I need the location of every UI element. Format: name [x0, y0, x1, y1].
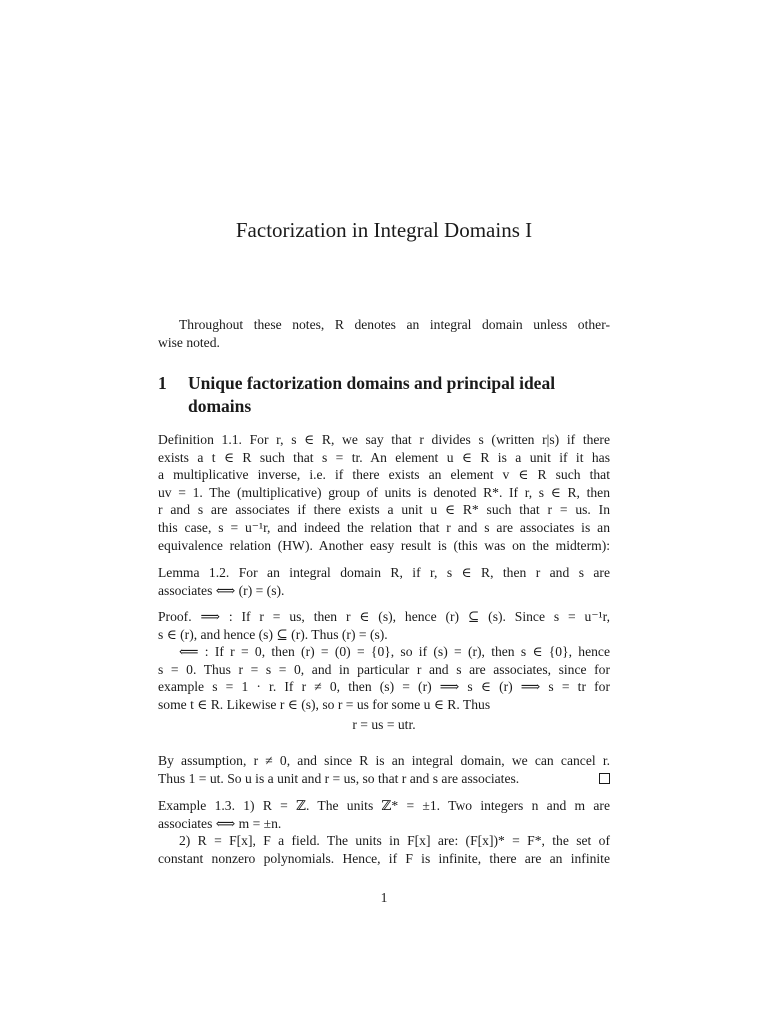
definition-line: equivalence relation (HW). Another easy result is (this was on the midterm):: [158, 537, 610, 553]
proof-line: some t ∈ R. Likewise r ∈ (s), so r = us for some u ∈ R. Thus: [158, 696, 491, 712]
example-line: 2) R = F[x], F a field. The units in F[x] are: (F[x])* = F*, the set of: [179, 833, 610, 849]
definition-line: Definition 1.1. For r, s ∈ R, we say that r divides s (written r|s) if there: [158, 432, 610, 447]
proof-line: s = 0. Thus r = s = 0, and in particular r and s are associates, since for: [158, 661, 610, 677]
lemma-line: associates ⟺ (r) = (s).: [158, 582, 285, 598]
proof-line: Thus 1 = ut. So u is a unit and r = us, so that r and s are associates.: [158, 770, 610, 788]
definition-line: exists a t ∈ R such that s = tr. An element u ∈ R is a unit if it has: [158, 449, 610, 465]
intro-line: Throughout these notes, R denotes an integral domain unless other-: [179, 317, 610, 332]
lemma-1-2: [158, 564, 610, 599]
qed-symbol: [595, 770, 610, 788]
page-number: 1: [380, 890, 388, 905]
example-1-3: [158, 797, 610, 867]
intro-paragraph: [158, 316, 610, 351]
section-title: Unique factorization domains and principal ideal domains: [188, 373, 556, 416]
proof-conclusion: [158, 752, 610, 787]
definition-line: r and s are associates if there exists a unit u ∈ R* such that r = us. In: [158, 502, 610, 518]
definition-line: uv = 1. The (multiplicative) group of units is denoted R*. If r, s ∈ R, then: [158, 484, 610, 500]
example-line: constant nonzero polynomials. Hence, if F is infinite, there are an infinite: [158, 850, 610, 866]
proof-line: example s = 1 · r. If r ≠ 0, then (s) = (r) ⟹ s ∈ (r) ⟹ s = tr for: [158, 679, 610, 695]
definition-line: a multiplicative inverse, i.e. if there exists an element v ∈ R such that: [158, 467, 610, 483]
example-line: Example 1.3. 1) R = ℤ. The units ℤ* = ±1. Two integers n and m are: [158, 798, 610, 813]
display-equation: r = us = utr.: [352, 717, 416, 732]
section-number: 1: [158, 373, 167, 393]
example-line: associates ⟺ m = ±n.: [158, 815, 282, 831]
proof-line: Proof. ⟹ : If r = us, then r ∈ (s), hence (r) ⊆ (s). Since s = u⁻¹r,: [158, 609, 610, 624]
proof: [158, 608, 610, 714]
paper-title: Factorization in Integral Domains I: [235, 218, 533, 242]
definition-line: this case, s = u⁻¹r, and indeed the relation that r and s are associates is an: [158, 519, 610, 535]
proof-line: By assumption, r ≠ 0, and since R is an integral domain, we can cancel r.: [158, 753, 610, 768]
proof-line: ⟸ : If r = 0, then (r) = (0) = {0}, so if (s) = (r), then s ∈ {0}, hence: [179, 644, 610, 660]
definition-1-1: [158, 431, 610, 554]
intro-line: wise noted.: [158, 334, 220, 350]
lemma-line: Lemma 1.2. For an integral domain R, if r, s ∈ R, then r and s are: [158, 565, 610, 580]
proof-line: s ∈ (r), and hence (s) ⊆ (r). Thus (r) = (s).: [158, 626, 388, 642]
